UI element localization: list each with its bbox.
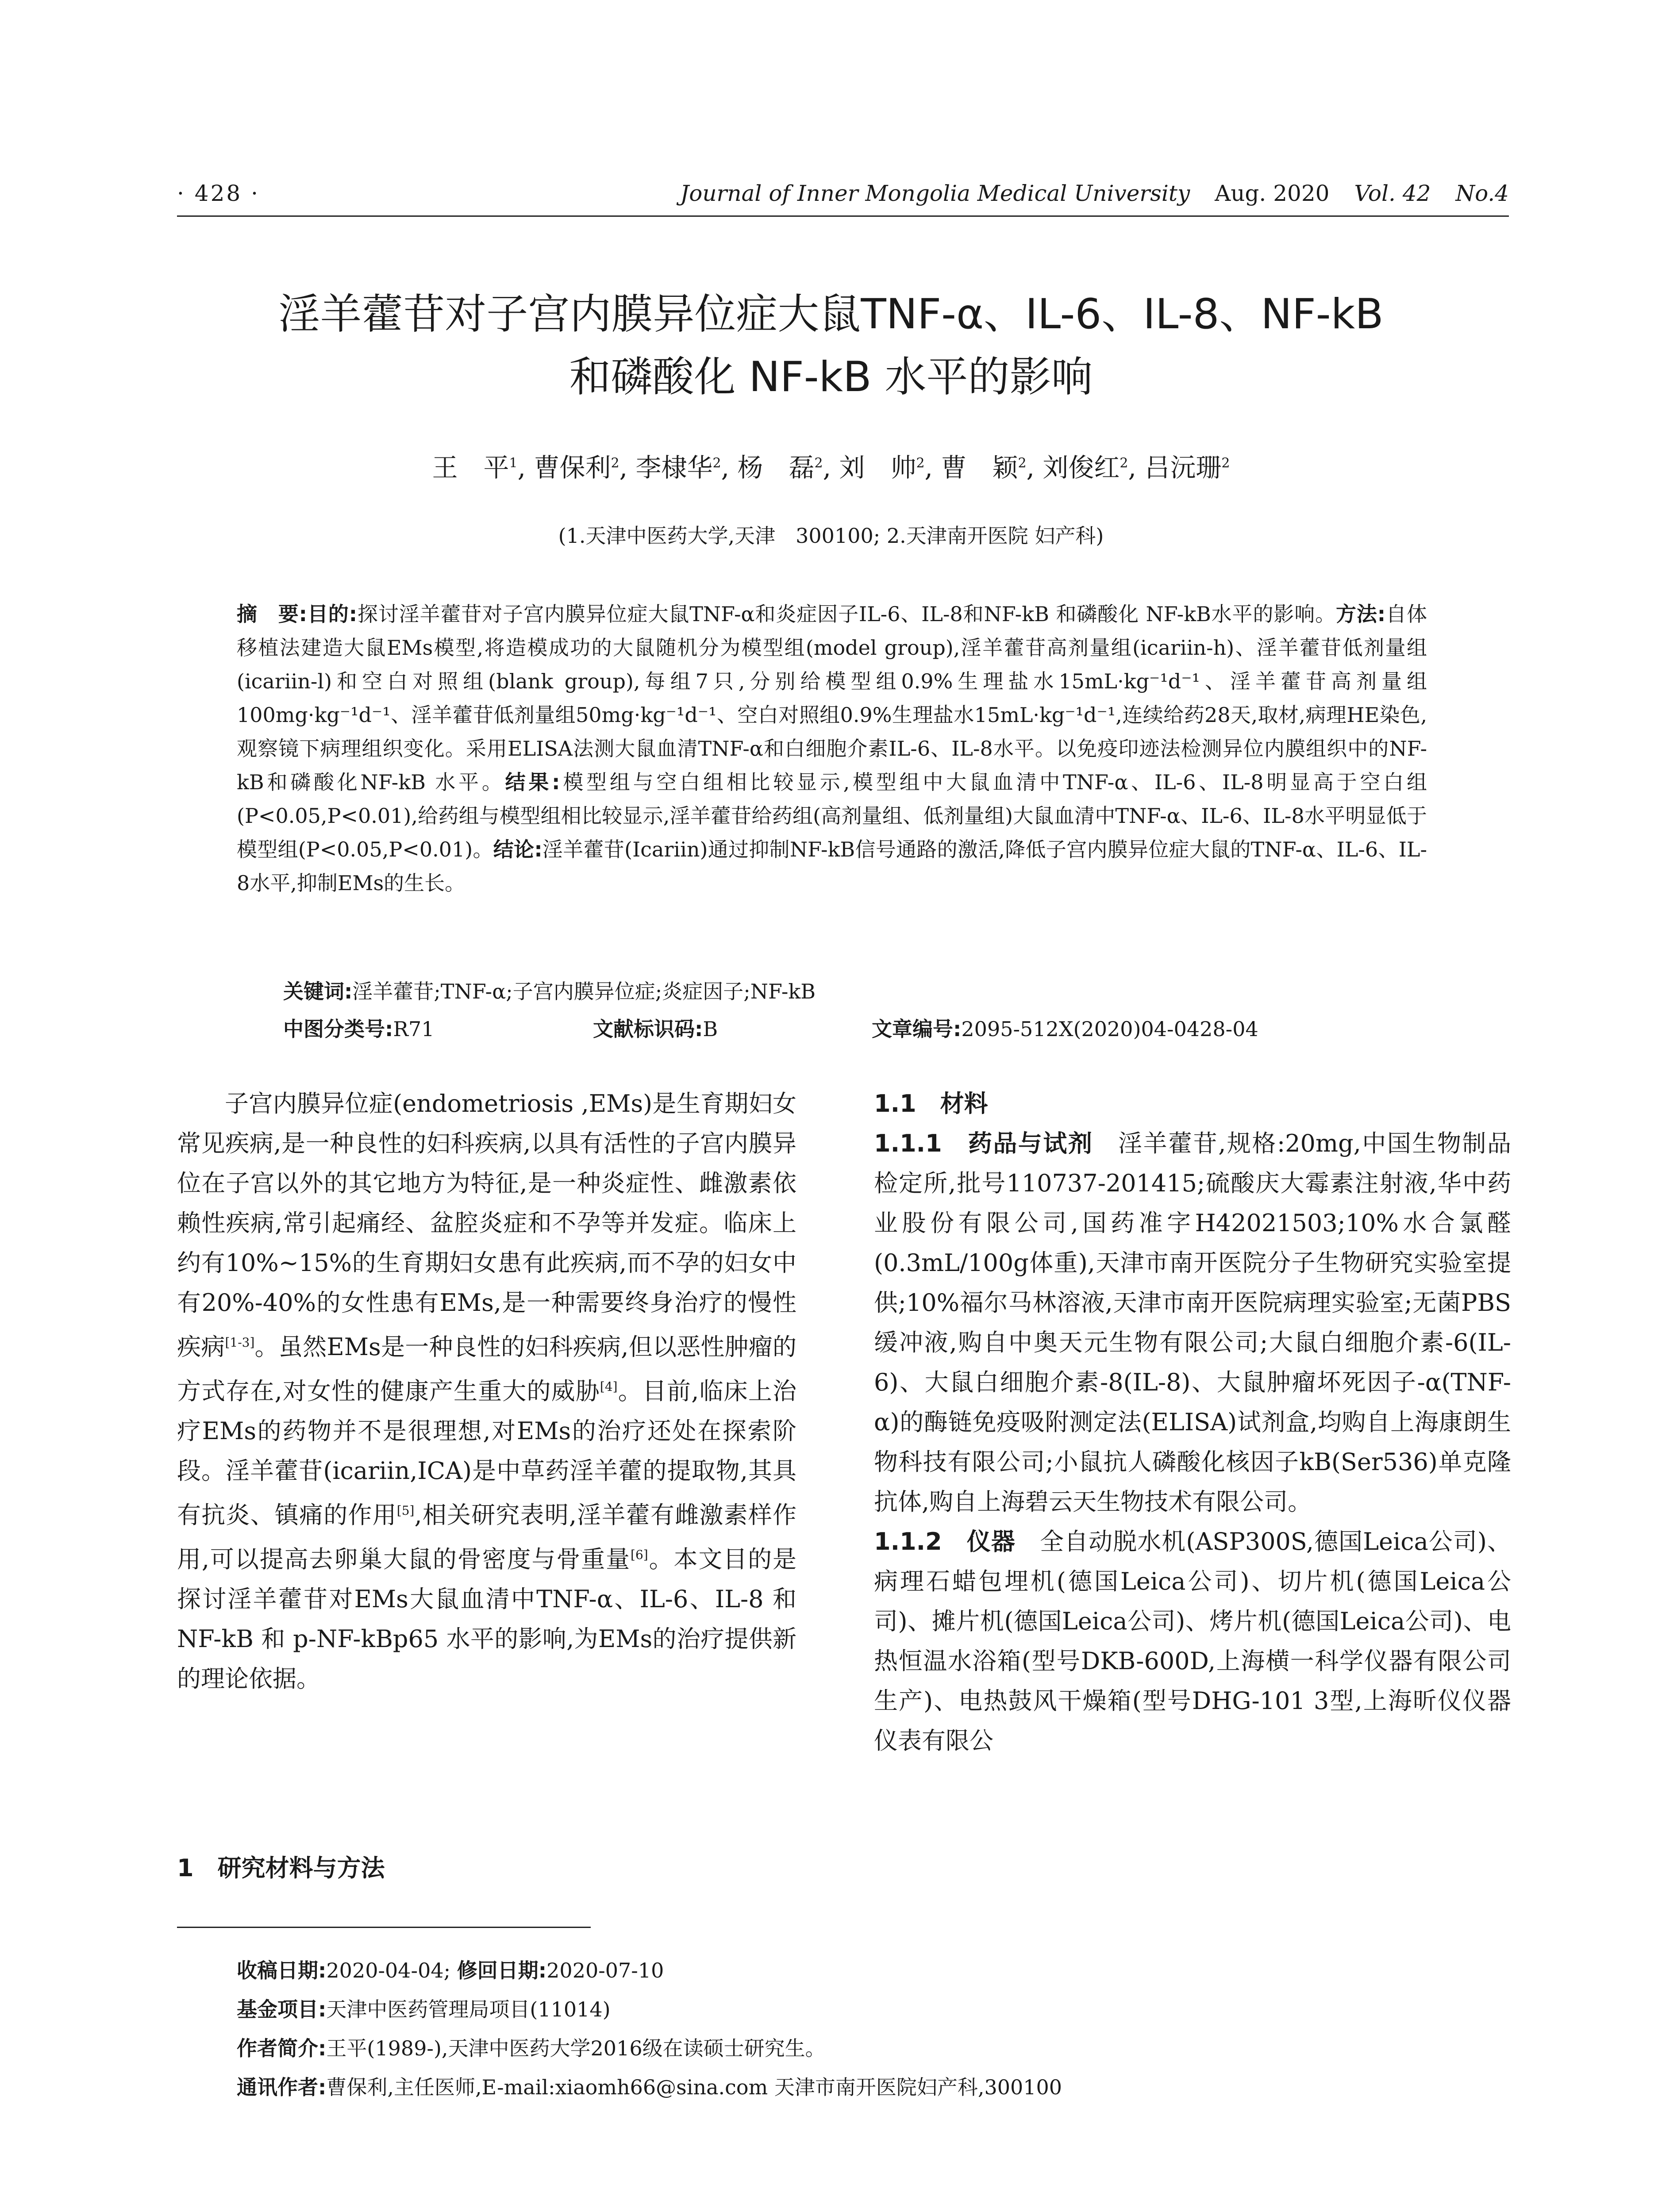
footnote-correspondence: 通讯作者:曹保利,主任医师,E-mail:xiaomh66@sina.com 天津市南开医院妇产科,300100 [237, 2075, 1062, 2099]
author: 李棣华 [635, 453, 713, 483]
keywords-label: 关键词: [283, 979, 353, 1003]
citation: [5] [396, 1503, 415, 1518]
materials-paragraph: 1.1.1 药品与试剂 淫羊藿苷,规格:20mg,中国生物制品检定所,批号110737-201415;硫酸庆大霉素注射液,华中药业股份有限公司,国药准字H42021503;10%水合氯醛(0.3mL/100g体重),天津市南开医院分子生物研究实验室提供;10%福尔马林溶液,天津市南开医院病理实验室;无菌PBS缓冲液,购自中奥天元生物有限公司;大鼠白细胞介素-6(IL-6)、大鼠白细胞介素-8(IL-8)、大鼠肿瘤坏死因子-α(TNF-α)的酶链免疫吸附测定法(ELISA)试剂盒,均购自上海康朗生物科技有限公司;小鼠抗人磷酸化核因子kB(Ser536)单克隆抗体,购自上海碧云天生物技术有限公司。 [874, 1129, 1512, 1516]
subsection-title: 仪器 [966, 1528, 1016, 1555]
abstract: 摘 要:目的:探讨淫羊藿苷对子宫内膜异位症大鼠TNF-α和炎症因子IL-6、IL-8和NF-kB 和磷酸化 NF-kB水平的影响。方法:自体移植法建造大鼠EMs模型,将造模成功的大鼠随机分为模型组(model group),淫羊藿苷高剂量组(icariin-h)、淫羊藿苷低剂量组(icariin-l)和空白对照组(blank group),每组7只,分别给模型组0.9%生理盐水15mL·kg⁻¹d⁻¹、淫羊藿苷高剂量组100mg·kg⁻¹d⁻¹、淫羊藿苷低剂量组50mg·kg⁻¹d⁻¹、空白对照组0.9%生理盐水15mL·kg⁻¹d⁻¹,连续给药28天,取材,病理HE染色,观察镜下病理组织变化。采用ELISA法测大鼠血清TNF-α和白细胞介素IL-6、IL-8水平。以免疫印迹法检测异位内膜组织中的NF-kB和磷酸化NF-kB 水平。结果:模型组与空白组相比较显示,模型组中大鼠血清中TNF-α、IL-6、IL-8明显高于空白组(P<0.05,P<0.01),给药组与模型组相比较显示,淫羊藿苷给药组(高剂量组、低剂量组)大鼠血清中TNF-α、IL-6、IL-8水平明显低于模型组(P<0.05,P<0.01)。结论:淫羊藿苷(Icariin)通过抑制NF-kB信号通路的激活,降低子宫内膜异位症大鼠的TNF-α、IL-6、IL-8水平,抑制EMs的生长。 [237, 602, 1427, 895]
title-line-2: 和磷酸化 NF-kB 水平的影响 [569, 353, 1093, 401]
issue-date: Aug. 2020 [1215, 180, 1330, 206]
body-left-column [177, 1084, 796, 1699]
author-list: 王 平$^1$, 曹保利$^2$, 李棣华$^2$, 杨 磊$^2$, 刘 帅$^2$, 曹 颖$^2$, 刘俊红$^2$, 吕沅珊$^2$ [432, 453, 1230, 483]
abstract-result: 模型组与空白组相比较显示,模型组中大鼠血清中TNF-α、IL-6、IL-8明显高于空白组(P<0.05,P<0.01),给药组与模型组相比较显示,淫羊藿苷给药组(高剂量组、低剂量组)大鼠血清中TNF-α、IL-6、IL-8水平明显低于模型组(P<0.05,P<0.01)。 [237, 770, 1427, 861]
footnote-dates: 收稿日期:2020-04-04; 修回日期:2020-07-10 [237, 1959, 664, 1982]
keywords-text: 淫羊藿苷;TNF-α;子宫内膜异位症;炎症因子;NF-kB [352, 979, 816, 1003]
footnotes [237, 1951, 1520, 2107]
issue-number: No.4 [1455, 180, 1509, 206]
abstract-method: 自体移植法建造大鼠EMs模型,将造模成功的大鼠随机分为模型组(model group),淫羊藿苷高剂量组(icariin-h)、淫羊藿苷低剂量组(icariin-l)和空白对照组(blank group),每组7只,分别给模型组0.9%生理盐水15mL·kg⁻¹d⁻¹、淫羊藿苷高剂量组100mg·kg⁻¹d⁻¹、淫羊藿苷低剂量组50mg·kg⁻¹d⁻¹、空白对照组0.9%生理盐水15mL·kg⁻¹d⁻¹,连续给药28天,取材,病理HE染色,观察镜下病理组织变化。采用ELISA法测大鼠血清TNF-α和白细胞介素IL-6、IL-8水平。以免疫印迹法检测异位内膜组织中的NF-kB和磷酸化NF-kB 水平。 [237, 602, 1427, 794]
section-heading-1: 1 研究材料与方法 [177, 1854, 385, 1882]
article-number-label: 文章编号: [872, 1017, 962, 1041]
author: 刘 帅 [839, 453, 916, 483]
section-heading-1-1: 1.1 材料 [874, 1090, 988, 1118]
instruments-paragraph: 1.1.2 仪器 全自动脱水机(ASP300S,德国Leica公司)、病理石蜡包埋机(德国Leica公司)、切片机(德国Leica公司)、摊片机(德国Leica公司)、烤片机(德国Leica公司)、电热恒温水浴箱(型号DKB-600D,上海横一科学仪器有限公司生产)、电热鼓风干燥箱(型号DHG-101 3型,上海昕仪仪器仪表有限公 [874, 1528, 1512, 1755]
title-line-1: 淫羊藿苷对子宫内膜异位症大鼠TNF-α、IL-6、IL-8、NF-kB [278, 290, 1384, 338]
article-title [133, 283, 1529, 409]
author: 曹 颖 [941, 453, 1018, 483]
citation: [6] [631, 1548, 648, 1562]
subsection-title: 药品与试剂 [968, 1129, 1093, 1157]
affiliation: (1.天津中医药大学,天津 300100; 2.天津南开医院 妇产科) [558, 524, 1104, 548]
doc-code: B [703, 1017, 718, 1041]
running-header [177, 176, 1509, 216]
citation: [1-3] [225, 1335, 255, 1350]
journal-name: Journal of Inner Mongolia Medical University [680, 180, 1190, 206]
clc-code: R71 [393, 1017, 435, 1041]
article-number: 2095-512X(2020)04-0428-04 [961, 1017, 1258, 1041]
page-number: · 428 · [177, 180, 260, 206]
author: 王 平 [432, 453, 509, 483]
author: 杨 磊 [737, 453, 815, 483]
author: 吕沅珊 [1144, 453, 1222, 483]
clc-label: 中图分类号: [283, 1017, 393, 1041]
author: 刘俊红 [1043, 453, 1120, 483]
footnote-rule [177, 1927, 591, 1928]
keywords [283, 975, 1434, 1005]
abstract-aim: 探讨淫羊藿苷对子宫内膜异位症大鼠TNF-α和炎症因子IL-6、IL-8和NF-kB 和磷酸化 NF-kB水平的影响。 [357, 602, 1336, 626]
doc-code-label: 文献标识码: [593, 1017, 703, 1041]
journal-info [680, 180, 1509, 206]
abstract-label: 摘 要: [237, 602, 308, 626]
abstract-conclusion: 淫羊藿苷(Icariin)通过抑制NF-kB信号通路的激活,降低子宫内膜异位症大鼠的TNF-α、IL-6、IL-8水平,抑制EMs的生长。 [237, 837, 1427, 895]
classification-row [283, 1013, 1434, 1044]
body-right-column [874, 1084, 1511, 1761]
citation: [4] [600, 1379, 618, 1394]
footnote-fund: 基金项目:天津中医药管理局项目(11014) [237, 1997, 611, 2021]
intro-paragraph: 子宫内膜异位症(endometriosis ,EMs)是生育期妇女常见疾病,是一种良性的妇科疾病,以具有活性的子宫内膜异位在子宫以外的其它地方为特征,是一种炎症性、雌激素依赖性疾病,常引起痛经、盆腔炎症和不孕等并发症。临床上约有10%~15%的生育期妇女患有此疾病,而不孕的妇女中有20%-40%的女性患有EMs,是一种需要终身治疗的慢性疾病[1-3]。虽然EMs是一种良性的妇科疾病,但以恶性肿瘤的方式存在,对女性的健康产生重大的威胁[4]。目前,临床上治疗EMs的药物并不是很理想,对EMs的治疗还处在探索阶段。淫羊藿苷(icariin,ICA)是中草药淫羊藿的提取物,其具有抗炎、镇痛的作用[5],相关研究表明,淫羊藿有雌激素样作用,可以提高去卵巢大鼠的骨密度与骨重量[6]。本文目的是探讨淫羊藿苷对EMs大鼠血清中TNF-α、IL-6、IL-8 和 NF-kB 和 p-NF-kBp65 水平的影响,为EMs的治疗提供新的理论依据。 [177, 1090, 797, 1693]
volume: Vol. 42 [1354, 180, 1431, 206]
author: 曹保利 [534, 453, 611, 483]
header-rule [177, 215, 1509, 217]
footnote-author: 作者简介:王平(1989-),天津中医药大学2016级在读硕士研究生。 [237, 2036, 826, 2060]
